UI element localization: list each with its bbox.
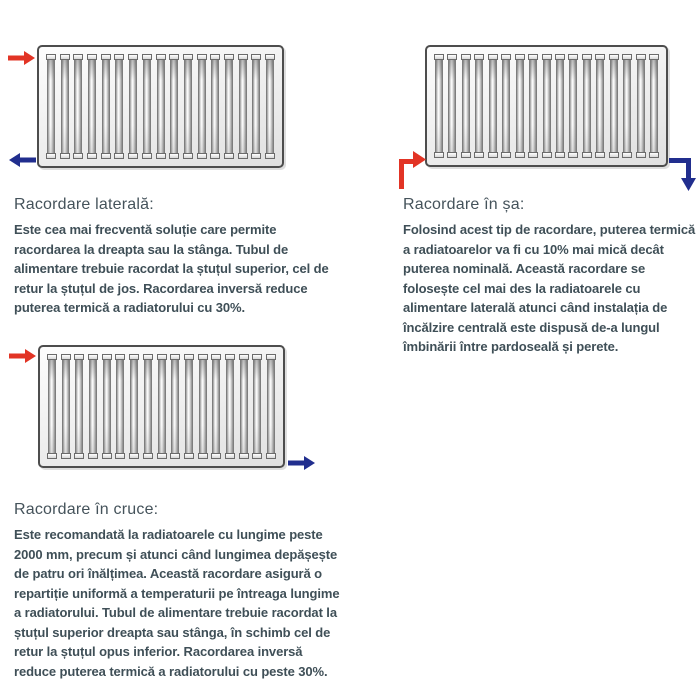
supply-arrow-up-right-icon [399, 147, 427, 189]
section-body-lateral: Este cea mai frecventă soluție care permite racordarea la dreapta sau la stânga. Tubul de alimentare trebuie racordat la ștuțul superior, cel de retur la ștuțul de jos. Racordarea inversă reduce puterea termică a radiatorului cu 30%. [14, 222, 329, 315]
radiator-fin [225, 354, 235, 459]
radiator-fin [47, 354, 57, 459]
return-arrow-right-icon [288, 455, 316, 471]
radiator-fin [622, 54, 632, 158]
radiator-fin [474, 54, 484, 158]
radiator-fin [542, 54, 552, 158]
radiator-fin [129, 354, 139, 459]
radiator-fin [87, 54, 97, 159]
radiator-fin [265, 54, 275, 159]
radiator-fin [488, 54, 498, 158]
radiator-fin [555, 54, 565, 158]
radiator-fin [115, 354, 125, 459]
radiator-fin [595, 54, 605, 158]
section-title-lateral: Racordare laterală: [14, 196, 154, 213]
radiator-fin [102, 354, 112, 459]
radiator-diagram-saddle [425, 45, 668, 167]
radiator-fin [447, 54, 457, 158]
radiator-fin [211, 354, 221, 459]
radiator-fin [88, 354, 98, 459]
supply-arrow-right-icon [9, 348, 37, 364]
radiator-fin [143, 354, 153, 459]
radiator-fin [528, 54, 538, 158]
radiator-fin [156, 54, 166, 159]
radiator-fin [461, 54, 471, 158]
radiator-fin [114, 54, 124, 159]
radiator-fin [60, 54, 70, 159]
radiator-fin [183, 54, 193, 159]
radiator-fin [157, 354, 167, 459]
radiator-fin [649, 54, 659, 158]
radiator-fin [501, 54, 511, 158]
radiator-diagram-lateral [37, 45, 284, 168]
radiator-fin [198, 354, 208, 459]
radiator-fin [515, 54, 525, 158]
radiator-fin [197, 54, 207, 159]
radiator-fin [169, 54, 179, 159]
radiator-fin [46, 54, 56, 159]
radiator-fin [251, 54, 261, 159]
radiator-fin [224, 54, 234, 159]
radiator-fin [568, 54, 578, 158]
return-arrow-right-down-icon [669, 150, 697, 192]
radiator-fin [238, 54, 248, 159]
radiator-fin [61, 354, 71, 459]
radiator-fin [73, 54, 83, 159]
section-body-cross: Este recomandată la radiatoarele cu lungime peste 2000 mm, precum și atunci când lungimea depășește de patru ori înălțimea. Această racordare asigură o repartiție uniformă a temperaturii pe întreaga lungime a radiatorului. Tubul de alimentare trebuie racordat la ștuțul superior dreapta sau stânga, în schimb cel de retur la ștuțul opus inferior. Racordarea inversă reduce puterea termică a radiatorului cu peste 30%. [14, 527, 340, 679]
radiator-fin [74, 354, 84, 459]
radiator-fin [128, 54, 138, 159]
radiator-fin [434, 54, 444, 158]
radiator-fin [609, 54, 619, 158]
supply-arrow-right-icon [8, 50, 36, 66]
radiator-fin [210, 54, 220, 159]
section-title-saddle: Racordare în șa: [403, 196, 525, 213]
radiator-fin [252, 354, 262, 459]
radiator-fin [142, 54, 152, 159]
radiator-fin [101, 54, 111, 159]
radiator-diagram-cross [38, 345, 285, 468]
return-arrow-left-icon [8, 152, 36, 168]
radiator-fin [582, 54, 592, 158]
radiator-fin [170, 354, 180, 459]
radiator-fin [184, 354, 194, 459]
section-title-cross: Racordare în cruce: [14, 501, 159, 518]
radiator-fin [636, 54, 646, 158]
radiator-fin [239, 354, 249, 459]
section-body-saddle: Folosind acest tip de racordare, puterea termică a radiatoarelor va fi cu 10% mai mică decât puterea nominală. Această racordare se folosește cel mai des la radiatoarele cu alimentare laterală atunci când instalația de încălzire centrală este dispusă de-a lungul îmbinării între pardoseală și perete. [403, 222, 696, 354]
radiator-fin [266, 354, 276, 459]
